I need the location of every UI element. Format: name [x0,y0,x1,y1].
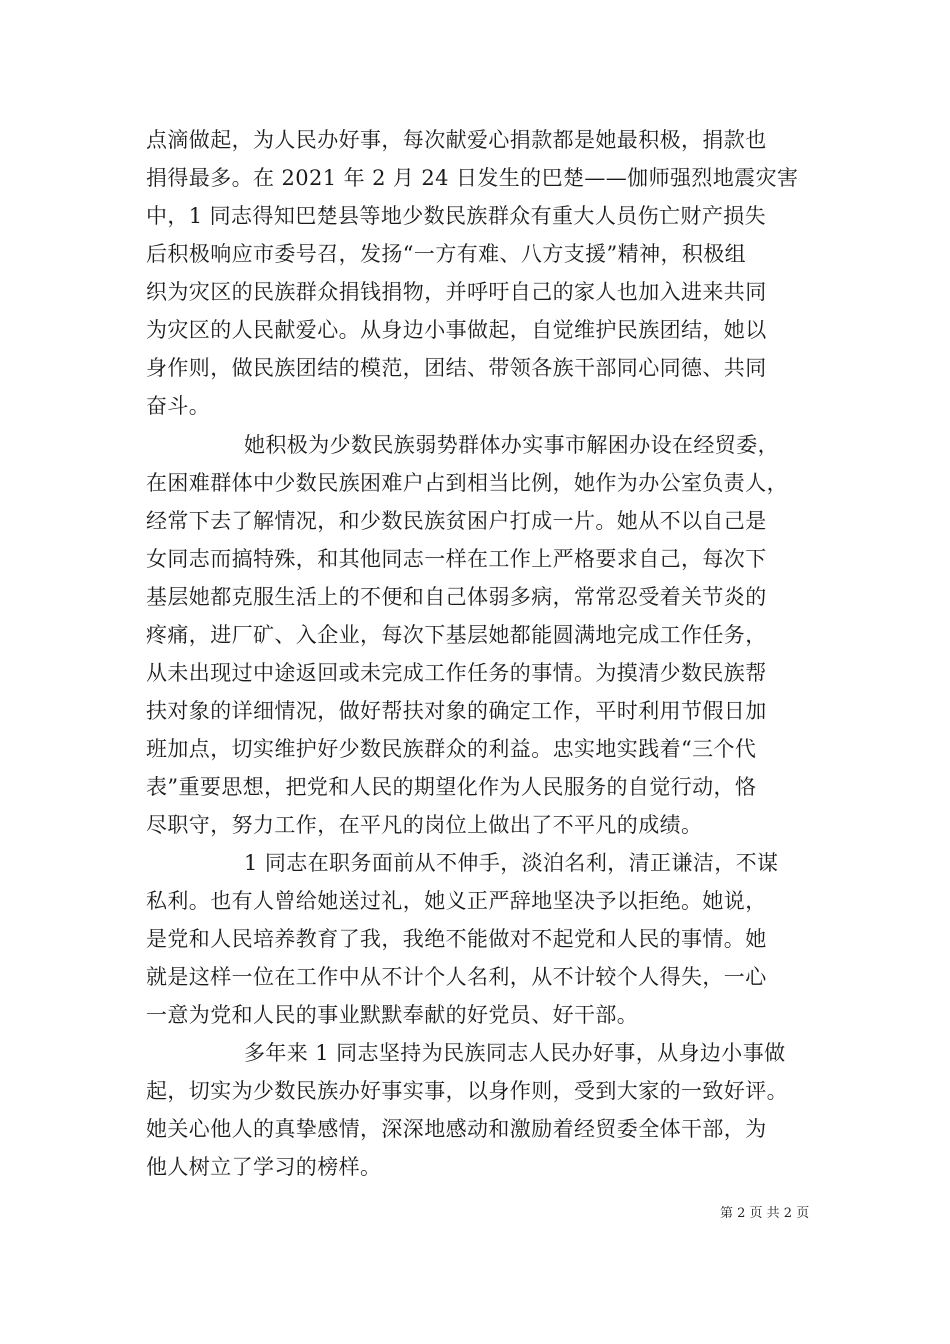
paragraph-first-line: 她积极为少数民族弱势群体办实事市解困办设在经贸委， [244,433,779,457]
text-line: 基层她都克服生活上的不便和自己体弱多病，常常忍受着关节炎的 [146,585,767,609]
page-number: 第 2 页 共 2 页 [720,1206,810,1221]
paragraph-first-line: 多年来 1 同志坚持为民族同志人民办好事，从身边小事做 [244,1041,786,1065]
text-line: 表”重要思想，把党和人民的期望化作为人民服务的自觉行动，恪 [146,775,757,799]
text-line: 疼痛，进厂矿、入企业，每次下基层她都能圆满地完成工作任务， [146,623,767,647]
text-line: 奋斗。 [146,394,211,418]
text-line: 织为灾区的民族群众捐钱捐物，并呼吁自己的家人也加入进来共同 [146,280,767,304]
text-line: 私利。也有人曾给她送过礼，她义正严辞地坚决予以拒绝。她说， [146,889,767,913]
text-line: 后积极响应市委号召，发扬“一方有难、八方支援”精神，积极组 [146,242,747,266]
text-line: 经常下去了解情况，和少数民族贫困户打成一片。她从不以自己是 [146,509,767,533]
text-line: 一意为党和人民的事业默默奉献的好党员、好干部。 [146,1003,639,1027]
text-line: 中，1 同志得知巴楚县等地少数民族群众有重大人员伤亡财产损失 [146,204,767,228]
text-line: 是党和人民培养教育了我，我绝不能做对不起党和人民的事情。她 [146,927,767,951]
text-line: 捐得最多。在 2021 年 2 月 24 日发生的巴楚——伽师强烈地震灾害 [146,166,799,190]
paragraph-first-line: 1 同志在职务面前从不伸手，淡泊名利，清正谦洁，不谋 [244,851,779,875]
text-line: 起，切实为少数民族办好事实事，以身作则，受到大家的一致好评。 [146,1079,788,1103]
text-line: 就是这样一位在工作中从不计个人名利，从不计较个人得失，一心 [146,965,767,989]
text-line: 点滴做起，为人民办好事，每次献爱心捐款都是她最积极，捐款也 [146,128,767,152]
text-line: 他人树立了学习的榜样。 [146,1155,382,1179]
text-line: 女同志而搞特殊，和其他同志一样在工作上严格要求自己，每次下 [146,547,767,571]
text-line: 从未出现过中途返回或未完成工作任务的事情。为摸清少数民族帮 [146,661,767,685]
text-line: 扶对象的详细情况，做好帮扶对象的确定工作，平时利用节假日加 [146,699,767,723]
text-line: 她关心他人的真挚感情，深深地感动和激励着经贸委全体干部，为 [146,1117,767,1141]
text-line: 身作则，做民族团结的模范，团结、带领各族干部同心同德、共同 [146,356,767,380]
text-line: 班加点，切实维护好少数民族群众的利益。忠实地实践着“三个代 [146,737,757,761]
text-line: 为灾区的人民献爱心。从身边小事做起，自觉维护民族团结，她以 [146,318,767,342]
text-line: 在困难群体中少数民族困难户占到相当比例，她作为办公室负责人， [146,471,788,495]
text-line: 尽职守，努力工作，在平凡的岗位上做出了不平凡的成绩。 [146,813,703,837]
